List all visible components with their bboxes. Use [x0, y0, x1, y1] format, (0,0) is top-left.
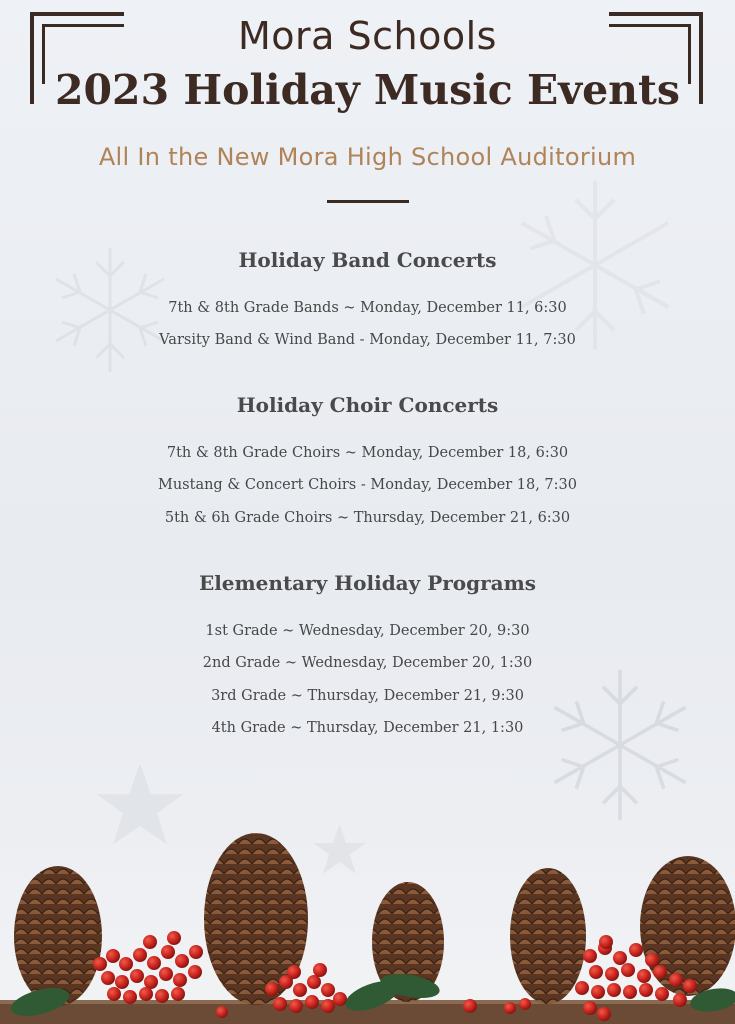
event-item: 7th & 8th Grade Choirs ~ Monday, December 18, 6:30	[166, 445, 569, 461]
pinecone-berry-border	[0, 824, 735, 1024]
section-heading: Elementary Holiday Programs	[198, 571, 537, 595]
divider	[327, 200, 409, 203]
page-title: 2023 Holiday Music Events	[54, 66, 681, 114]
school-name: Mora Schools	[238, 14, 497, 58]
event-item: Mustang & Concert Choirs - Monday, December 18, 7:30	[158, 477, 577, 494]
elementary-programs-section	[0, 569, 735, 745]
event-item: 2nd Grade ~ Wednesday, December 20, 1:30	[202, 655, 533, 672]
event-item: 5th & 6h Grade Choirs ~ Thursday, December 21, 6:30	[164, 509, 571, 526]
pinecone-icon	[14, 866, 102, 1006]
pinecone-icon	[510, 868, 586, 1004]
section-heading: Holiday Choir Concerts	[236, 393, 499, 417]
choir-concerts-section	[0, 391, 735, 534]
band-concerts-section	[0, 246, 735, 357]
event-item: 4th Grade ~ Thursday, December 21, 1:30	[211, 720, 524, 737]
red-berries-icon	[93, 931, 203, 1004]
event-item: 3rd Grade ~ Thursday, December 21, 9:30	[211, 687, 524, 704]
venue-subtitle: All In the New Mora High School Auditorium	[98, 143, 637, 171]
event-item: 7th & 8th Grade Bands ~ Monday, December 11, 6:30	[168, 300, 567, 316]
event-item: Varsity Band & Wind Band - Monday, December 11, 7:30	[159, 332, 576, 349]
event-item: 1st Grade ~ Wednesday, December 20, 9:30	[205, 623, 530, 639]
section-heading: Holiday Band Concerts	[238, 248, 497, 272]
